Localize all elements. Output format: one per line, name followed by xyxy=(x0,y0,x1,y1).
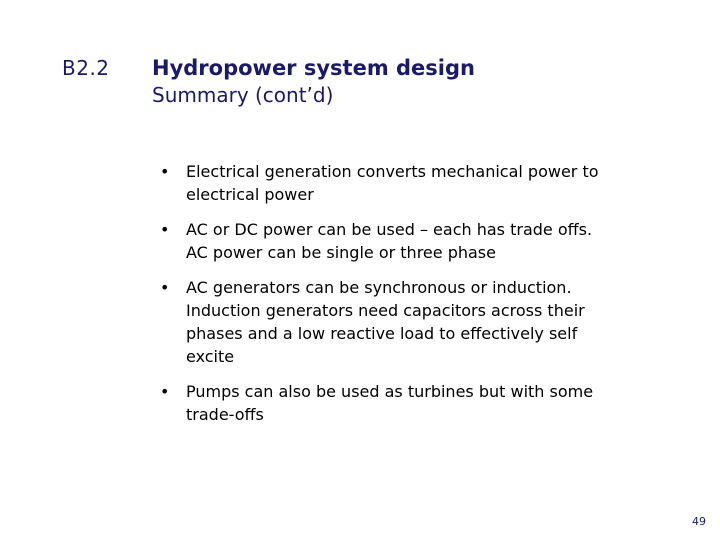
bullet-item xyxy=(160,380,670,426)
bullet-item xyxy=(160,160,670,206)
bullet-text: AC or DC power can be used – each has trade offs. AC power can be single or three phase xyxy=(186,220,593,262)
section-number: B2.2 xyxy=(62,56,110,80)
bullet-list xyxy=(160,160,670,438)
bullet-text: Pumps can also be used as turbines but with some trade-offs xyxy=(186,382,594,424)
bullet-marker: • xyxy=(160,382,170,401)
bullet-marker: • xyxy=(160,278,170,297)
bullet-marker: • xyxy=(160,220,170,239)
bullet-item xyxy=(160,276,670,368)
slide-title: Hydropower system design xyxy=(152,56,475,80)
slide-subtitle: Summary (cont’d) xyxy=(152,83,334,107)
bullet-marker: • xyxy=(160,162,170,181)
bullet-text: AC generators can be synchronous or induction. Induction generators need capacitors across their phases and a low reactive load to effectively self excite xyxy=(186,278,585,366)
bullet-item xyxy=(160,218,670,264)
bullet-text: Electrical generation converts mechanical power to electrical power xyxy=(186,162,599,204)
page-number: 49 xyxy=(692,515,706,528)
title-block xyxy=(152,54,475,108)
